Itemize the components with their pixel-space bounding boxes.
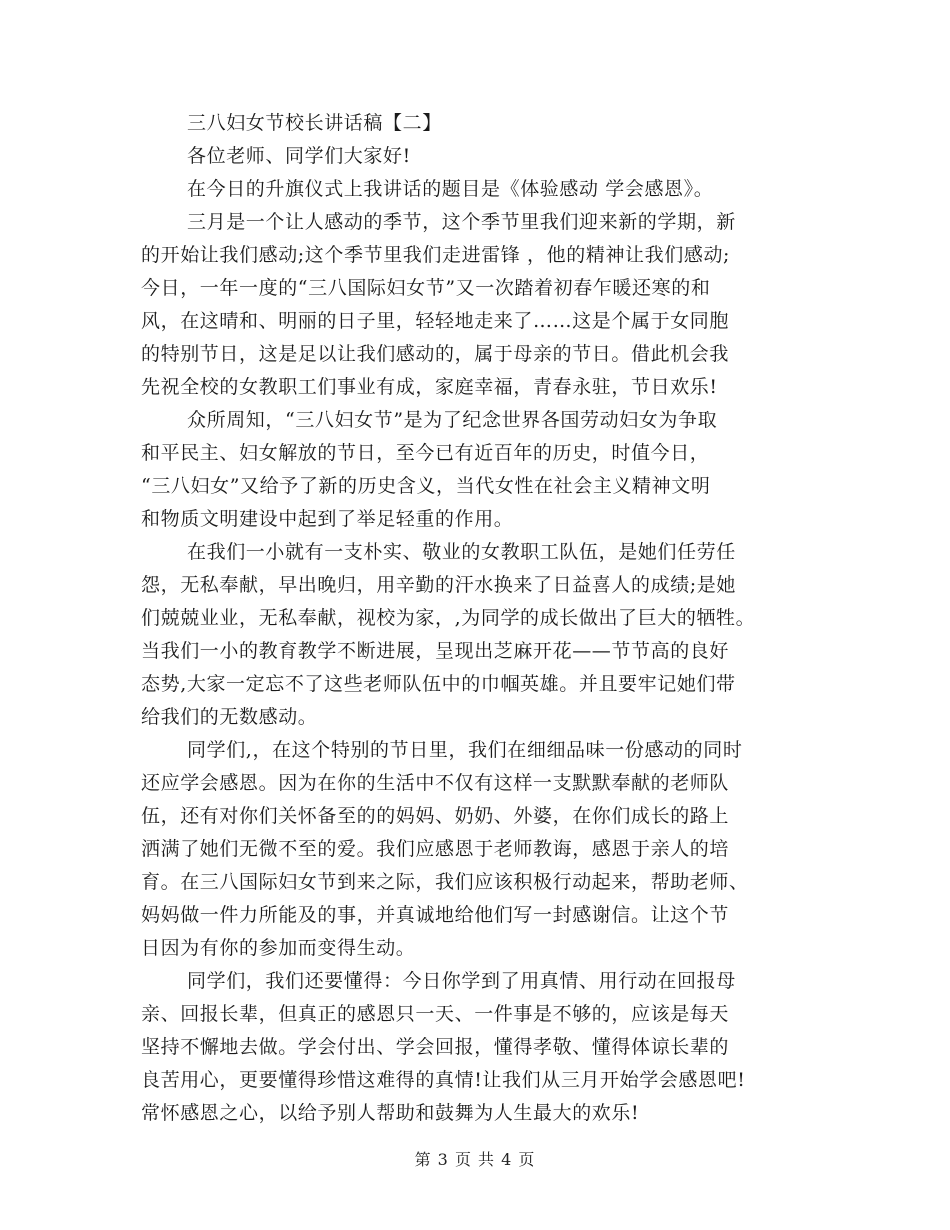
text-line: 日因为有你的参加而变得生动。 <box>141 937 416 959</box>
text-line: 坚持不懈地去做。学会付出、学会回报，懂得孝敬、懂得体谅长辈的 <box>141 1036 730 1058</box>
text-line: “三八妇女”又给予了新的历史含义，当代女性在社会主义精神文明 <box>141 475 711 497</box>
text-line: 三月是一个让人感动的季节，这个季节里我们迎来新的学期，新 <box>187 211 736 233</box>
text-line: 妈妈做一件力所能及的事，并真诚地给他们写一封感谢信。让这个节 <box>141 904 730 926</box>
text-line: 先祝全校的女教职工们事业有成，家庭幸福，青春永驻，节日欢乐! <box>141 376 718 398</box>
text-line: 当我们一小的教育教学不断进展，呈现出芝麻开花——节节高的良好 <box>141 640 730 662</box>
text-line: 亲、回报长辈，但真正的感恩只一天、一件事是不够的，应该是每天 <box>141 1003 730 1025</box>
text-line: 的特别节日，这是足以让我们感动的，属于母亲的节日。借此机会我 <box>141 343 730 365</box>
text-line: 同学们,，在这个特别的节日里，我们在细细品味一份感动的同时 <box>187 739 743 761</box>
text-line: 给我们的无数感动。 <box>141 706 318 728</box>
document-title: 三八妇女节校长讲话稿【二】 <box>187 112 442 134</box>
text-line: 在我们一小就有一支朴实、敬业的女教职工队伍，是她们任劳任 <box>187 541 736 563</box>
text-line: 众所周知，“三八妇女节”是为了纪念世界各国劳动妇女为争取 <box>187 409 718 431</box>
text-line: 风，在这晴和、明丽的日子里，轻轻地走来了……这是个属于女同胞 <box>141 310 730 332</box>
text-line: 的开始让我们感动;这个季节里我们走进雷锋 ，他的精神让我们感动; <box>141 244 731 266</box>
text-line: 今日，一年一度的“三八国际妇女节”又一次踏着初春乍暖还寒的和 <box>141 277 711 299</box>
text-line: 在今日的升旗仪式上我讲话的题目是《体验感动 学会感恩》。 <box>187 178 714 200</box>
text-line: 和物质文明建设中起到了举足轻重的作用。 <box>141 508 514 530</box>
text-line: 怨，无私奉献，早出晚归，用辛勤的汗水换来了日益喜人的成绩;是她 <box>141 574 737 596</box>
document-body <box>141 107 811 1130</box>
page-footer: 第 3 页 共 4 页 <box>414 1150 536 1169</box>
text-line: 和平民主、妇女解放的节日，至今已有近百年的历史，时值今日， <box>141 442 710 464</box>
text-line: 洒满了她们无微不至的爱。我们应感恩于老师教诲，感恩于亲人的培 <box>141 838 730 860</box>
text-line: 态势,大家一定忘不了这些老师队伍中的巾帼英雄。并且要牢记她们带 <box>141 673 736 695</box>
text-line: 良苦用心，更要懂得珍惜这难得的真情!让我们从三月开始学会感恩吧! <box>141 1069 746 1091</box>
text-line: 还应学会感恩。因为在你的生活中不仅有这样一支默默奉献的老师队 <box>141 772 730 794</box>
text-line: 各位老师、同学们大家好! <box>187 145 411 167</box>
text-line: 伍，还有对你们关怀备至的的妈妈、奶奶、外婆，在你们成长的路上 <box>141 805 730 827</box>
text-line: 育。在三八国际妇女节到来之际，我们应该积极行动起来，帮助老师、 <box>141 871 749 893</box>
text-line: 同学们，我们还要懂得：今日你学到了用真情、用行动在回报母 <box>187 970 736 992</box>
text-line: 们兢兢业业，无私奉献，视校为家，,为同学的成长做出了巨大的牺牲。 <box>141 607 756 629</box>
text-line: 常怀感恩之心，以给予别人帮助和鼓舞为人生最大的欢乐! <box>141 1102 640 1124</box>
